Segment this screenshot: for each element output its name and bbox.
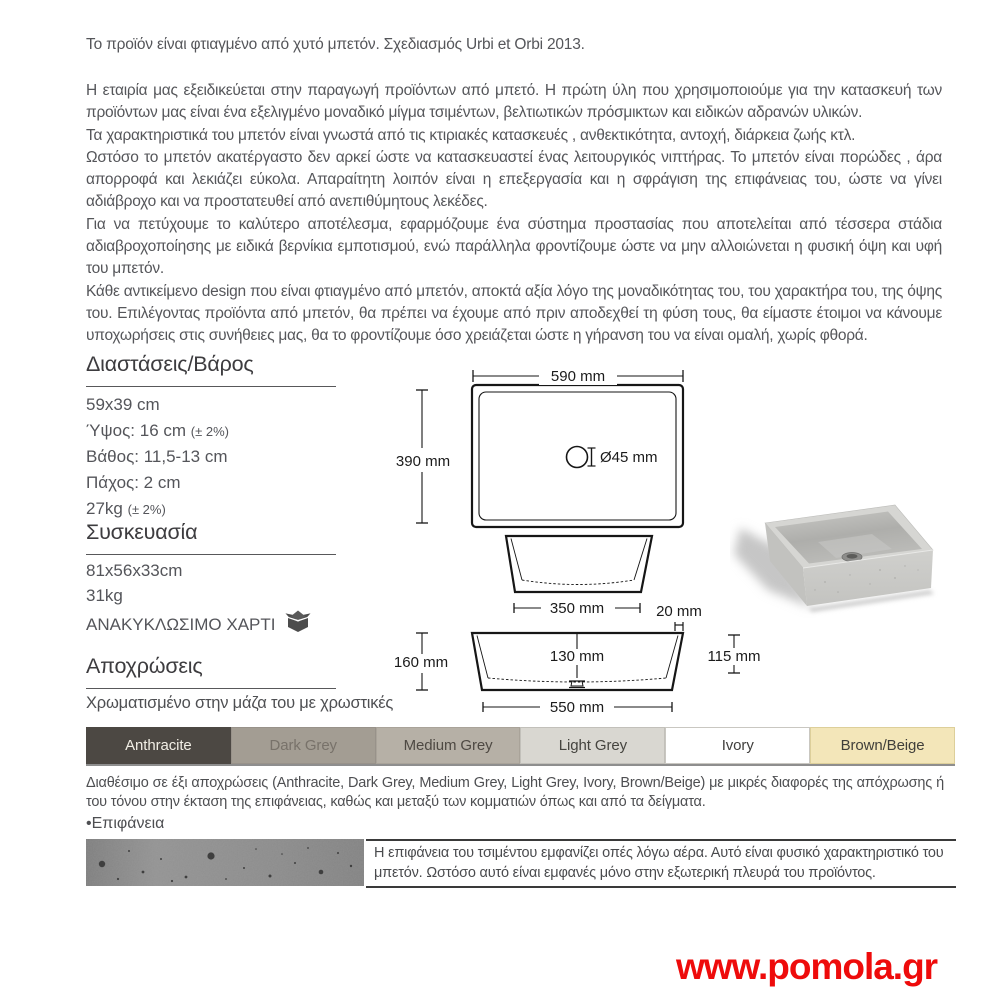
- packaging-size: 81x56x33cm: [86, 561, 183, 580]
- description-paragraph: Για να πετύχουμε το καλύτερο αποτέλεσμα, εφαρμόζουμε ένα σύστημα προστασίας που αποτελείται από τέσσερα στάδια αδιαβροχοποίησης με ειδικά βερνίκια εμποτισμού, ενώ παράλληλα φροντίζουμε ώστε να μην αλλοιώνεται η φυσική όψη και υφή του μπετόν.: [86, 215, 942, 278]
- spec-row: [86, 392, 229, 418]
- swatch-ivory: Ivory: [665, 727, 810, 764]
- product-description: [86, 80, 942, 348]
- dimensions-section-title: Διαστάσεις/Βάρος: [86, 352, 336, 387]
- packaging-weight: 31kg: [86, 586, 123, 605]
- spec-row: [86, 470, 229, 496]
- swatch-brown-beige: Brown/Beige: [810, 727, 955, 764]
- description-paragraph: Ωστόσο το μπετόν ακατέργαστο δεν αρκεί ώστε να κατασκευαστεί ένας λειτουργικός νιπτήρας. Το μπετόν είναι πορώδες , άρα απορροφά και λεκιάζει εύκολα. Απαραίτητη λοιπόν είναι η επεξεργασία και η σφράγιση της επιφάνειας του, ώστε να γίνει αδιάβροχο και να προστατευθεί από ανεπιθύμητους λεκέδες.: [86, 148, 942, 211]
- packaging-recyclable-label: ΑΝΑΚΥΚΛΩΣΙΜΟ ΧΑΡΤΙ: [86, 614, 276, 634]
- packaging-list: [86, 558, 313, 640]
- color-swatch-row: [86, 727, 955, 766]
- top-view-drawing: [416, 366, 683, 527]
- cardboard-box-icon: [283, 608, 313, 640]
- spec-value: 59x39 cm: [86, 395, 160, 414]
- drain-diameter-label: Ø45 mm: [600, 449, 658, 466]
- intro-line: Το προϊόν είναι φτιαγμένο από χυτό μπετόν. Σχεδιασμός Urbi et Orbi 2013.: [86, 36, 585, 53]
- concrete-texture-image: [86, 839, 364, 886]
- spec-value: Πάχος: 2 cm: [86, 473, 181, 492]
- wall-thickness-label: 20 mm: [656, 603, 702, 620]
- section-view-width-label: 350 mm: [549, 600, 605, 617]
- shades-subtitle: Χρωματισμένο στην μάζα του με χρωστικές: [86, 694, 394, 712]
- shades-section-title: Αποχρώσεις: [86, 654, 336, 689]
- packaging-recyclable-row: [86, 608, 313, 640]
- top-view-height-label: 390 mm: [395, 453, 451, 470]
- swatch-light-grey: Light Grey: [520, 727, 665, 764]
- spec-row: [86, 418, 229, 444]
- website-link[interactable]: www.pomola.gr: [676, 946, 938, 987]
- front-view-bottom-width-label: 550 mm: [549, 699, 605, 716]
- swatch-medium-grey: Medium Grey: [376, 727, 521, 764]
- description-paragraph: Η εταιρία μας εξειδικεύεται στην παραγωγή προϊόντων από μπετό. Η πρώτη ύλη που χρησιμοποιούμε για την κατασκευή των προϊόντων μας είναι ένα εξελιγμένο μοναδικό μίγμα τσιμέντων, βελτιωτικών πρόσμικτων και ειδικών αδρανών υλικών.: [86, 82, 942, 122]
- front-view-right-height-label: 115 mm: [707, 648, 761, 665]
- swatch-dark-grey: Dark Grey: [231, 727, 376, 764]
- swatch-anthracite: Anthracite: [86, 727, 231, 764]
- spec-value: Ύψος: 16 cm: [86, 421, 187, 440]
- spec-row: [86, 496, 229, 522]
- spec-note: (± 2%): [190, 424, 229, 439]
- packaging-section-title: Συσκευασία: [86, 520, 336, 555]
- top-view-width-label: 590 mm: [550, 368, 606, 385]
- spec-value: Βάθος: 11,5-13 cm: [86, 447, 228, 466]
- spec-value: 27kg: [86, 499, 123, 518]
- description-paragraph: Κάθε αντικείμενο design που είναι φτιαγμένο από μπετόν, αποκτά αξία λόγο της μοναδικότητας του, του χαρακτήρα του, της όψης του. Επιλέγοντας προϊόντα από μπετόν, θα πρέπει να έχουμε από πριν αποδεχθεί τη φύση τους, θα είμαστε έτοιμοι να κάνουμε υποχωρήσεις στις συνήθειες μας, θα το φροντίζουμε όσο χρειάζεται ώστε η γήρανση του να είναι ομαλή, χωρίς φθορά.: [86, 282, 942, 345]
- spec-note: (± 2%): [127, 502, 166, 517]
- product-photo-sink: [730, 470, 970, 620]
- dimensions-spec-list: [86, 392, 229, 522]
- spec-row: [86, 444, 229, 470]
- availability-text: Διαθέσιμο σε έξι αποχρώσεις (Anthracite, Dark Grey, Medium Grey, Light Grey, Ivory, Brown/Beige) με μικρές διαφορές της απόχρωσης ή του τόνου στην έκταση της επιφάνειας, καθώς και μεταξύ των κομματιών όπως και από τα δείγματα.: [86, 775, 944, 810]
- front-view-inner-depth-label: 130 mm: [549, 648, 605, 665]
- front-view-height-label: 160 mm: [393, 654, 449, 671]
- surface-description: Η επιφάνεια του τσιμέντου εμφανίζει οπές λόγω αέρα. Αυτό είναι φυσικό χαρακτηριστικό του μπετόν. Ωστόσο αυτό είναι εμφανές μόνο στην εξωτερική πλευρά του προϊόντος.: [366, 839, 956, 888]
- description-paragraph: Τα χαρακτηριστικά του μπετόν είναι γνωστά από τις κτιριακές κατασκευές , ανθεκτικότητα, αντοχή, διάρκεια ζωής κτλ.: [86, 126, 856, 144]
- surface-section-label: •Επιφάνεια: [86, 815, 165, 832]
